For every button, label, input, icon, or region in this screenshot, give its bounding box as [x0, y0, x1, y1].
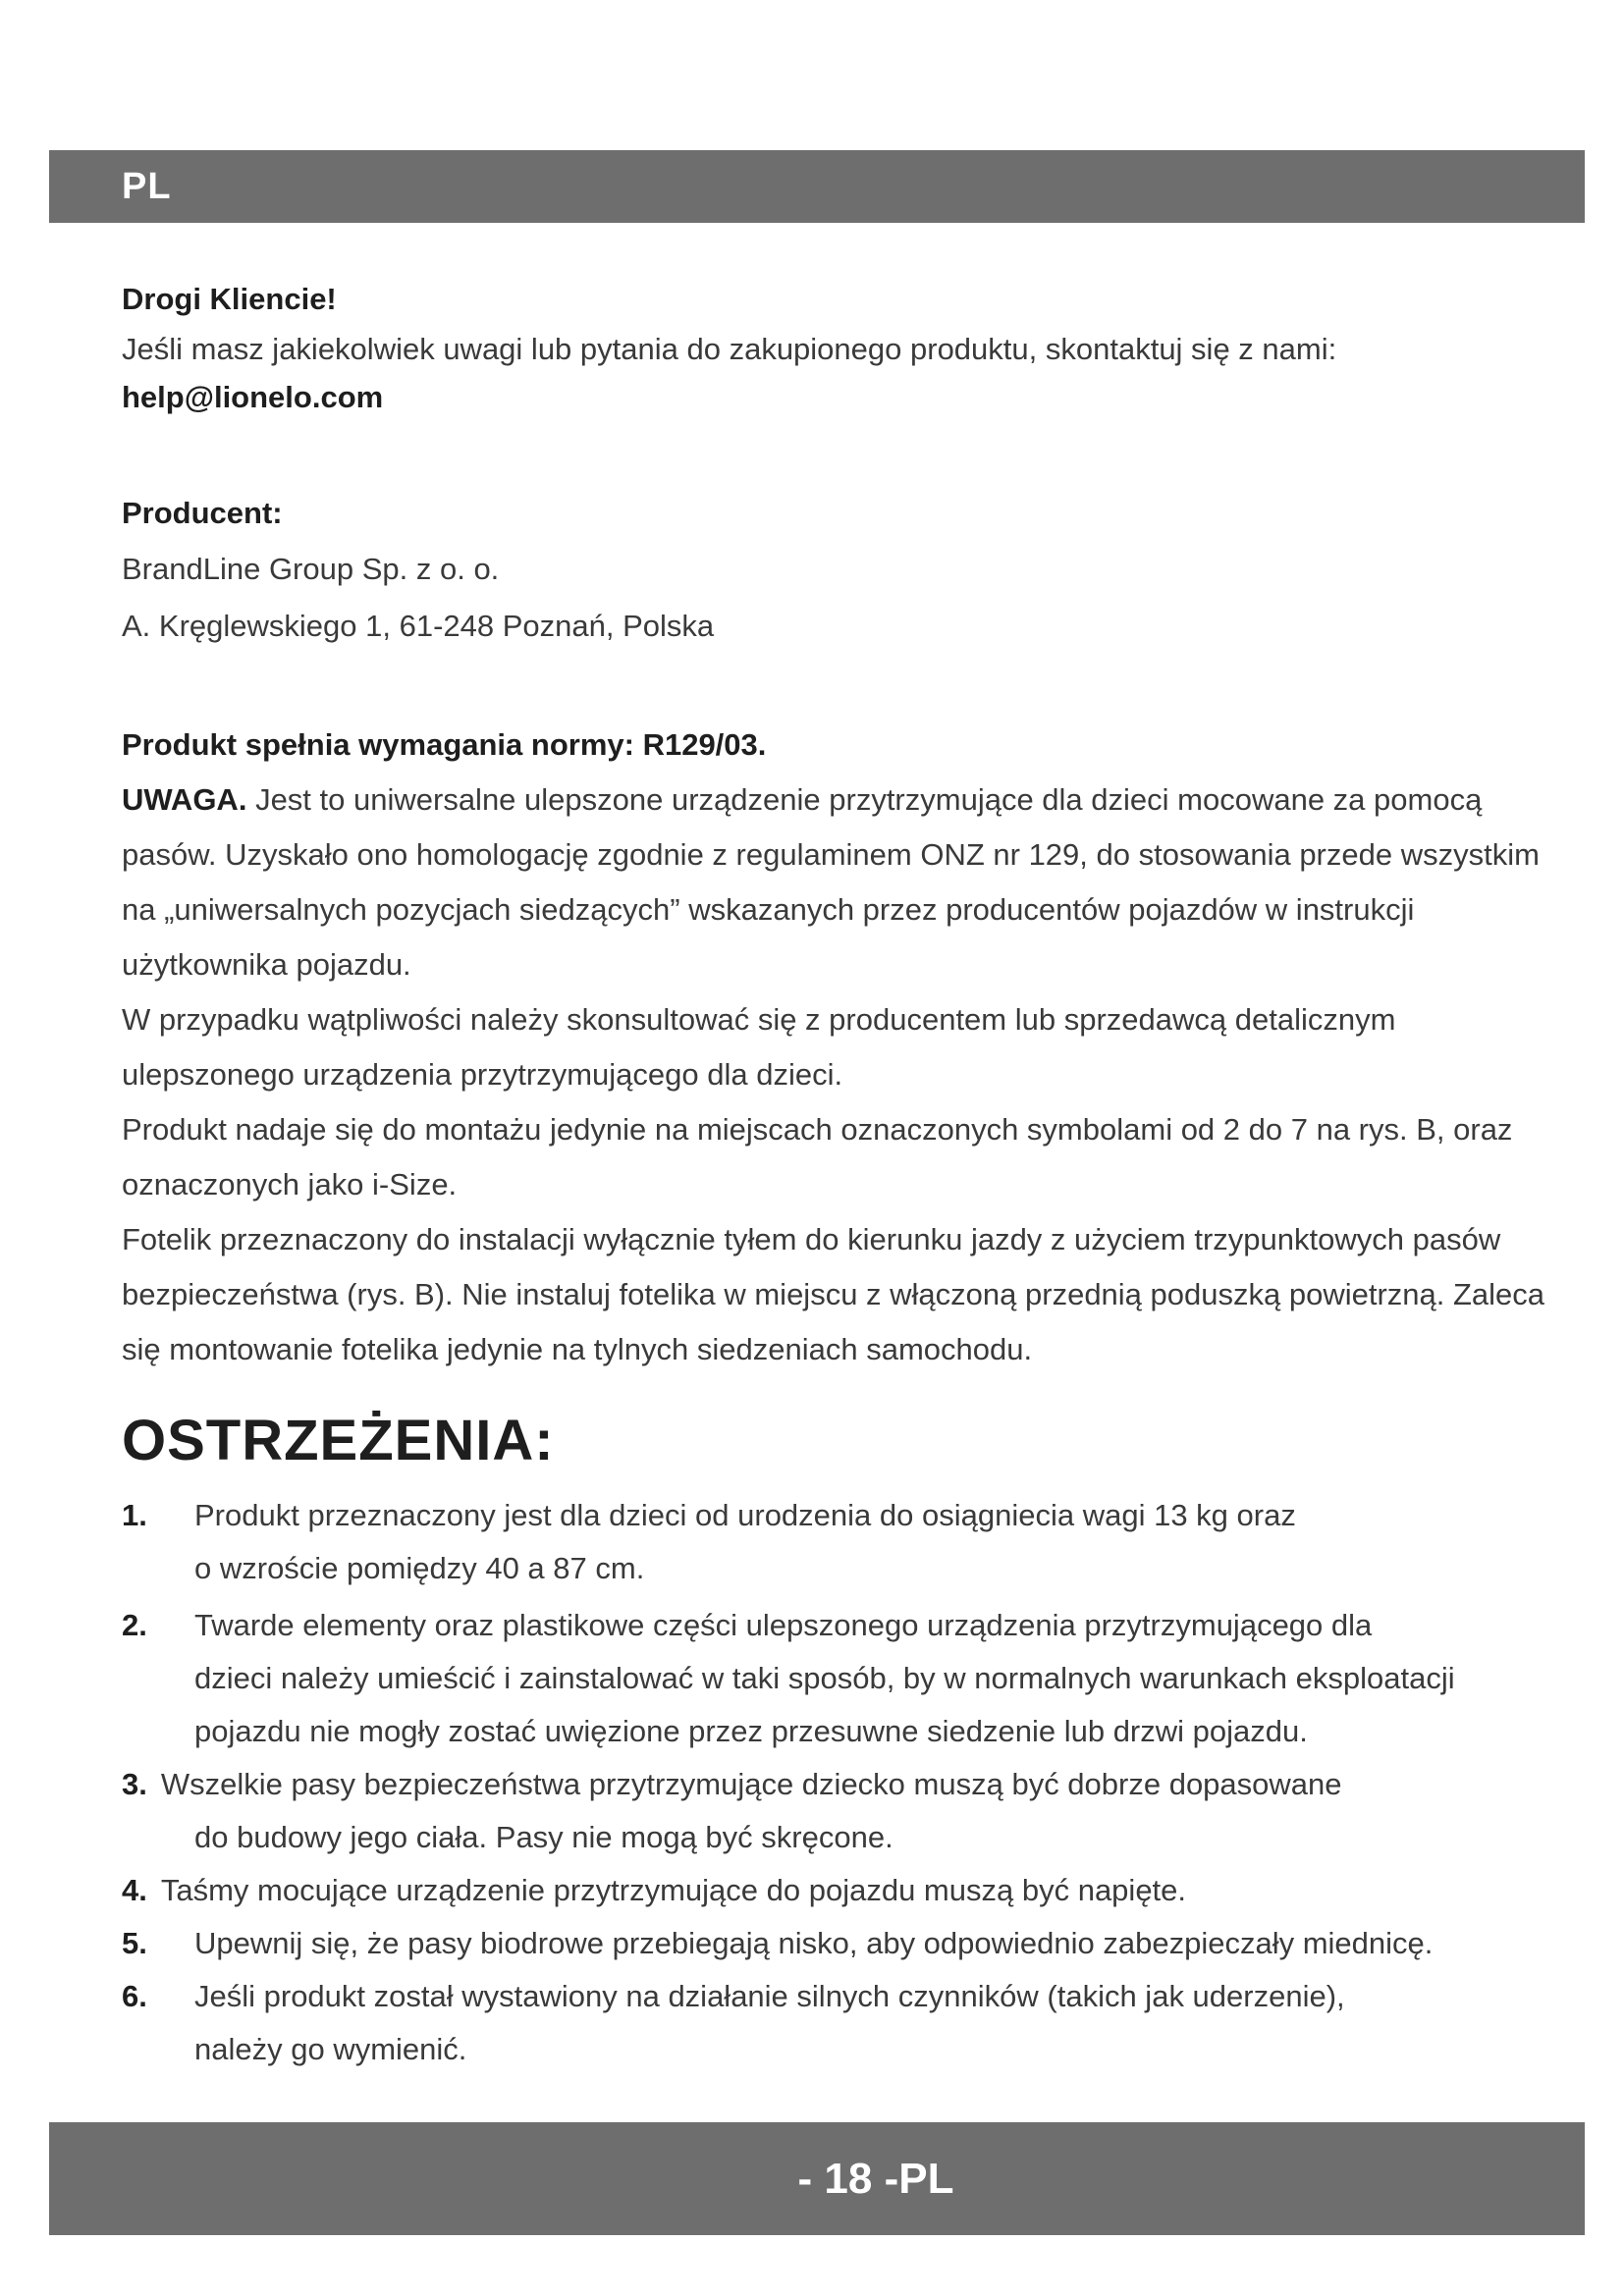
item-text-continued: do budowy jego ciała. Pasy nie mogą być skręcone. — [194, 1820, 893, 1854]
norm-section — [122, 718, 1565, 1377]
language-label: PL — [122, 165, 172, 207]
warnings-list — [122, 1489, 1565, 2076]
item-number: 6. — [122, 1979, 147, 2013]
item-number: 1. — [122, 1498, 147, 1532]
producer-title: Producent: — [122, 496, 283, 530]
list-item — [122, 1864, 1565, 1917]
list-item — [122, 1970, 1565, 2076]
item-number: 4. — [122, 1873, 147, 1907]
header-bar — [49, 150, 1585, 223]
greeting-text: Jeśli masz jakiekolwiek uwagi lub pytania do zakupionego produktu, skontaktuj się z nami: — [122, 332, 1337, 366]
norm-paragraph-2: W przypadku wątpliwości należy skonsultować się z producentem lub sprzedawcą detalicznym ulepszonego urządzenia przytrzymującego dla dzieci. — [122, 1002, 1396, 1092]
item-text-continued: należy go wymienić. — [194, 2032, 467, 2066]
item-text: Twarde elementy oraz plastikowe części ulepszonego urządzenia przytrzymującego dla — [194, 1608, 1373, 1642]
uwaga-paragraph — [122, 773, 1565, 992]
item-number: 3. — [122, 1767, 147, 1801]
item-text: Produkt przeznaczony jest dla dzieci od urodzenia do osiągniecia wagi 13 kg oraz — [194, 1498, 1296, 1532]
list-item — [122, 1758, 1565, 1864]
item-number: 5. — [122, 1926, 147, 1960]
spacer — [122, 421, 1565, 486]
list-item — [122, 1599, 1565, 1758]
greeting-title: Drogi Kliencie! — [122, 282, 337, 316]
warnings-title: OSTRZEŻENIA: — [122, 1409, 555, 1472]
item-text-continued: o wzroście pomiędzy 40 a 87 cm. — [194, 1551, 645, 1585]
uwaga-label: UWAGA. — [122, 782, 247, 817]
item-text: Jeśli produkt został wystawiony na działanie silnych czynników (takich jak uderzenie), — [194, 1979, 1345, 2013]
footer-bar — [49, 2122, 1585, 2235]
item-text: Upewnij się, że pasy biodrowe przebiegają nisko, aby odpowiednio zabezpieczały miednicę. — [194, 1926, 1434, 1960]
item-text-continued: dzieci należy umieścić i zainstalować w taki sposób, by w normalnych warunkach eksploatacji pojazdu nie mogły zostać uwięzione przez przesuwne siedzenie lub drzwi pojazdu. — [194, 1661, 1455, 1748]
page-content — [122, 275, 1565, 2076]
uwaga-text: Jest to uniwersalne ulepszone urządzenie przytrzymujące dla dzieci mocowane za pomocą pasów. Uzyskało ono homologację zgodnie z regulaminem ONZ nr 129, do stosowania przede wszystkim na „uniwersalnych pozycjach siedzących” wskazanych przez producentów pojazdów w instrukcji użytkownika pojazdu. — [122, 782, 1540, 982]
producer-address: A. Kręglewskiego 1, 61-248 Poznań, Polska — [122, 609, 715, 643]
item-text: Taśmy mocujące urządzenie przytrzymujące do pojazdu muszą być napięte. — [160, 1873, 1187, 1907]
norm-title: Produkt spełnia wymagania normy: R129/03. — [122, 727, 767, 762]
page-number: - 18 -PL — [797, 2154, 954, 2203]
contact-email[interactable]: help@lionelo.com — [122, 380, 384, 414]
list-item — [122, 1917, 1565, 1970]
producer-name: BrandLine Group Sp. z o. o. — [122, 552, 500, 586]
spacer — [122, 655, 1565, 718]
item-number: 2. — [122, 1608, 147, 1642]
list-item — [122, 1489, 1565, 1595]
norm-paragraph-3: Produkt nadaje się do montażu jedynie na miejscach oznaczonych symbolami od 2 do 7 na rys. B, oraz oznaczonych jako i-Size. — [122, 1112, 1513, 1201]
norm-paragraph-4: Fotelik przeznaczony do instalacji wyłącznie tyłem do kierunku jazdy z użyciem trzypunktowych pasów bezpieczeństwa (rys. B). Nie instaluj fotelika w miejscu z włączoną przednią poduszką powietrzną. Zaleca się montowanie fotelika jedynie na tylnych siedzeniach samochodu. — [122, 1222, 1545, 1366]
item-text: Wszelkie pasy bezpieczeństwa przytrzymujące dziecko muszą być dobrze dopasowane — [160, 1767, 1342, 1801]
